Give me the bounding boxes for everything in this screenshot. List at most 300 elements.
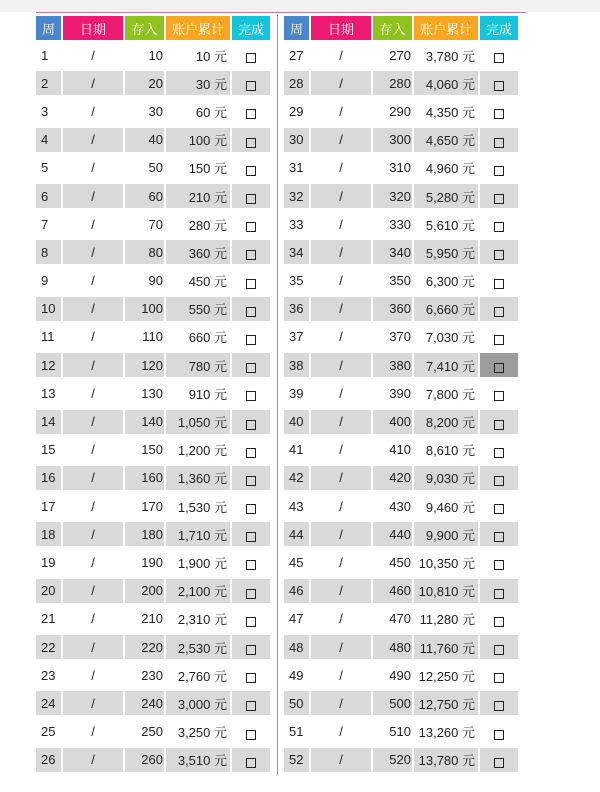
total-cell: 450 元 [188,274,227,290]
total-cell: 11,280 元 [419,612,475,628]
done-cell [232,720,270,744]
done-checkbox[interactable] [494,589,504,599]
date-cell: / [63,579,123,603]
date-cell: / [339,329,343,345]
deposit-cell: 110 [142,329,163,345]
table-row [36,548,270,576]
week-cell: 21 [41,611,56,627]
date-cell: / [63,353,123,377]
deposit-cell: 150 [141,442,163,458]
deposit-cell: 310 [389,160,411,176]
done-checkbox[interactable] [246,730,256,740]
total-cell: 10,810 元 [414,579,478,603]
table-row [36,379,270,407]
done-checkbox[interactable] [246,617,256,627]
done-cell [232,325,270,349]
done-cell [480,748,518,772]
done-cell [232,494,270,518]
week-cell: 47 [289,611,304,627]
done-cell [480,607,518,631]
table-row [284,661,518,689]
table-row [36,267,270,295]
table-row [284,182,518,210]
week-cell: 38 [284,353,309,377]
table-row [36,210,270,238]
deposit-cell: 270 [389,47,411,63]
date-cell: / [63,128,123,152]
header-total: 账户累计 [414,16,478,40]
week-cell: 39 [289,385,304,401]
week-cell: 42 [284,466,309,490]
week-cell: 2 [36,71,61,95]
week-cell: 16 [36,466,61,490]
done-checkbox[interactable] [246,391,256,401]
date-cell: / [63,240,123,264]
done-checkbox[interactable] [246,307,256,317]
table-row [36,436,270,464]
total-cell: 5,280 元 [414,184,478,208]
total-cell: 8,200 元 [414,410,478,434]
date-cell: / [311,128,371,152]
deposit-cell: 450 [389,554,411,570]
done-checkbox[interactable] [246,81,256,91]
table-row [284,492,518,520]
done-checkbox[interactable] [246,420,256,430]
done-checkbox[interactable] [494,53,504,63]
deposit-cell: 420 [373,466,412,490]
total-cell: 550 元 [166,297,230,321]
done-cell [232,607,270,631]
done-checkbox[interactable] [246,279,256,289]
date-cell: / [311,522,371,546]
done-checkbox[interactable] [494,335,504,345]
header-date: 日期 [63,16,123,40]
date-cell: / [91,554,95,570]
done-checkbox[interactable] [494,420,504,430]
table-row [36,520,270,548]
done-checkbox[interactable] [494,109,504,119]
total-cell: 4,960 元 [425,161,475,177]
top-band [0,0,600,12]
date-cell: / [63,184,123,208]
date-cell: / [91,160,95,176]
done-checkbox[interactable] [494,504,504,514]
weeks-table-left [36,15,270,774]
total-cell: 910 元 [188,386,227,402]
total-cell: 3,000 元 [166,691,230,715]
table-row [284,577,518,605]
done-checkbox[interactable] [246,589,256,599]
done-checkbox[interactable] [494,448,504,458]
week-cell: 25 [41,724,56,740]
total-cell: 9,030 元 [414,466,478,490]
date-cell: / [91,47,95,63]
deposit-cell: 430 [389,498,411,514]
done-checkbox[interactable] [494,222,504,232]
done-checkbox[interactable] [246,109,256,119]
total-cell: 11,760 元 [414,635,478,659]
date-cell: / [339,103,343,119]
date-cell: / [91,498,95,514]
date-cell: / [91,385,95,401]
total-cell: 660 元 [188,330,227,346]
done-cell [232,522,270,546]
done-cell [480,438,518,462]
date-cell: / [339,554,343,570]
done-cell [232,184,270,208]
done-checkbox[interactable] [494,194,504,204]
total-cell: 12,250 元 [418,668,475,684]
table-row [36,69,270,97]
date-cell: / [311,240,371,264]
week-cell: 20 [36,579,61,603]
total-cell: 1,900 元 [177,555,227,571]
done-checkbox[interactable] [246,448,256,458]
deposit-cell: 520 [373,748,412,772]
header-done: 完成 [480,16,518,40]
date-cell: / [311,184,371,208]
total-cell: 8,610 元 [425,443,475,459]
done-checkbox[interactable] [246,335,256,345]
date-cell: / [339,385,343,401]
week-cell: 28 [284,71,309,95]
table-row [284,548,518,576]
total-cell: 1,530 元 [177,499,227,515]
done-cell [232,466,270,490]
date-cell: / [311,297,371,321]
done-checkbox[interactable] [246,222,256,232]
week-cell: 35 [289,273,304,289]
deposit-cell: 170 [141,498,163,514]
table-row [284,407,518,435]
done-checkbox[interactable] [494,701,504,711]
deposit-cell: 90 [148,273,163,289]
total-cell: 7,800 元 [425,386,475,402]
week-cell: 8 [36,240,61,264]
week-cell: 26 [36,748,61,772]
total-cell: 6,660 元 [414,297,478,321]
done-cell [480,691,518,715]
done-checkbox[interactable] [494,532,504,542]
week-cell: 14 [36,410,61,434]
top-rule [36,12,526,13]
deposit-cell: 360 [373,297,412,321]
total-cell: 4,350 元 [425,104,475,120]
deposit-cell: 200 [125,579,164,603]
total-cell: 13,260 元 [418,725,475,741]
done-checkbox[interactable] [246,194,256,204]
date-cell: / [339,611,343,627]
date-cell: / [91,667,95,683]
deposit-cell: 120 [125,353,164,377]
table-row [284,351,518,379]
table-row [36,492,270,520]
week-cell: 4 [36,128,61,152]
date-cell: / [311,579,371,603]
date-cell: / [339,273,343,289]
total-cell: 3,510 元 [166,748,230,772]
deposit-cell: 10 [148,47,163,63]
table-row [284,267,518,295]
total-cell: 10,350 元 [418,555,475,571]
table-row [284,605,518,633]
week-cell: 43 [289,498,304,514]
total-cell: 10 元 [195,48,227,64]
table-row [36,351,270,379]
deposit-cell: 130 [141,385,163,401]
deposit-cell: 320 [373,184,412,208]
deposit-cell: 400 [373,410,412,434]
done-checkbox[interactable] [494,363,504,373]
total-cell: 210 元 [166,184,230,208]
deposit-cell: 220 [125,635,164,659]
total-cell: 2,530 元 [166,635,230,659]
done-checkbox[interactable] [246,138,256,148]
date-cell: / [63,71,123,95]
done-cell [480,99,518,123]
done-cell [480,297,518,321]
date-cell: / [311,635,371,659]
total-cell: 2,310 元 [177,612,227,628]
table-row [284,689,518,717]
table-row [284,238,518,266]
total-cell: 1,360 元 [166,466,230,490]
week-cell: 6 [36,184,61,208]
table-row [284,436,518,464]
date-cell: / [339,667,343,683]
total-cell: 3,780 元 [425,48,475,64]
done-cell [232,297,270,321]
total-cell: 4,650 元 [414,128,478,152]
week-cell: 24 [36,691,61,715]
week-cell: 32 [284,184,309,208]
deposit-cell: 290 [389,103,411,119]
total-cell: 7,410 元 [414,353,478,377]
total-cell: 7,030 元 [425,330,475,346]
table-row [284,323,518,351]
deposit-cell: 210 [141,611,163,627]
done-checkbox[interactable] [246,166,256,176]
total-cell: 100 元 [166,128,230,152]
done-checkbox[interactable] [494,476,504,486]
deposit-cell: 300 [373,128,412,152]
done-checkbox[interactable] [246,504,256,514]
week-cell: 33 [289,216,304,232]
deposit-cell: 350 [389,273,411,289]
deposit-cell: 140 [125,410,164,434]
week-cell: 31 [289,160,304,176]
deposit-cell: 50 [148,160,163,176]
done-checkbox[interactable] [246,363,256,373]
table-body-left [36,41,270,774]
done-cell [232,410,270,434]
done-cell [232,156,270,180]
table-row [36,154,270,182]
header-date: 日期 [311,16,371,40]
deposit-cell: 30 [148,103,163,119]
done-checkbox[interactable] [494,250,504,260]
week-cell: 51 [289,724,304,740]
done-checkbox[interactable] [246,673,256,683]
done-checkbox[interactable] [246,250,256,260]
deposit-cell: 470 [389,611,411,627]
week-cell: 5 [41,160,49,176]
date-cell: / [63,297,123,321]
week-cell: 19 [41,554,56,570]
table-row [36,41,270,69]
done-cell [480,325,518,349]
done-checkbox[interactable] [246,476,256,486]
done-cell [232,269,270,293]
table-row [284,97,518,125]
done-cell [480,128,518,152]
week-cell: 3 [41,103,49,119]
done-checkbox[interactable] [494,645,504,655]
date-cell: / [339,216,343,232]
deposit-cell: 100 [125,297,164,321]
deposit-cell: 20 [125,71,164,95]
deposit-cell: 160 [125,466,164,490]
done-checkbox[interactable] [494,560,504,570]
done-checkbox[interactable] [494,758,504,768]
date-cell: / [339,498,343,514]
total-cell: 5,610 元 [425,217,475,233]
done-cell [232,748,270,772]
done-cell [232,128,270,152]
table-row [36,97,270,125]
week-cell: 1 [41,47,49,63]
header-week: 周 [284,16,309,40]
done-checkbox[interactable] [246,758,256,768]
date-cell: / [311,410,371,434]
table-header-row [36,15,270,41]
done-cell [480,184,518,208]
week-cell: 45 [289,554,304,570]
week-cell: 34 [284,240,309,264]
week-cell: 40 [284,410,309,434]
column-divider [277,15,278,775]
date-cell: / [339,160,343,176]
table-row [36,577,270,605]
total-cell: 12,750 元 [414,691,478,715]
date-cell: / [91,103,95,119]
table-row [36,238,270,266]
date-cell: / [63,522,123,546]
done-cell [480,43,518,67]
week-cell: 48 [284,635,309,659]
done-checkbox[interactable] [494,81,504,91]
done-checkbox[interactable] [494,279,504,289]
done-checkbox[interactable] [494,166,504,176]
total-cell: 60 元 [195,104,227,120]
date-cell: / [311,353,371,377]
date-cell: / [339,724,343,740]
date-cell: / [311,71,371,95]
deposit-cell: 460 [373,579,412,603]
date-cell: / [91,724,95,740]
done-checkbox[interactable] [246,53,256,63]
deposit-cell: 240 [125,691,164,715]
deposit-cell: 510 [389,724,411,740]
total-cell: 1,710 元 [166,522,230,546]
done-checkbox[interactable] [246,701,256,711]
total-cell: 3,250 元 [177,725,227,741]
date-cell: / [311,691,371,715]
table-row [36,689,270,717]
deposit-cell: 260 [125,748,164,772]
week-cell: 18 [36,522,61,546]
deposit-cell: 230 [141,667,163,683]
done-cell [232,71,270,95]
deposit-cell: 380 [373,353,412,377]
table-row [36,407,270,435]
table-row [36,718,270,746]
done-checkbox[interactable] [494,673,504,683]
done-checkbox[interactable] [494,730,504,740]
total-cell: 4,060 元 [414,71,478,95]
done-cell [232,663,270,687]
deposit-cell: 280 [373,71,412,95]
deposit-cell: 40 [125,128,164,152]
week-cell: 50 [284,691,309,715]
done-cell [232,240,270,264]
date-cell: / [63,748,123,772]
table-row [36,182,270,210]
header-deposit: 存入 [373,16,412,40]
week-cell: 49 [289,667,304,683]
table-row [284,379,518,407]
done-checkbox[interactable] [494,391,504,401]
deposit-cell: 340 [373,240,412,264]
deposit-cell: 490 [389,667,411,683]
done-cell [232,353,270,377]
done-cell [480,579,518,603]
table-row [284,126,518,154]
total-cell: 9,460 元 [425,499,475,515]
table-row [284,295,518,323]
week-cell: 13 [41,385,56,401]
total-cell: 280 元 [188,217,227,233]
date-cell: / [63,466,123,490]
done-cell [232,635,270,659]
date-cell: / [63,635,123,659]
done-checkbox[interactable] [246,645,256,655]
week-cell: 46 [284,579,309,603]
table-row [284,210,518,238]
done-cell [480,410,518,434]
done-checkbox[interactable] [494,307,504,317]
total-cell: 30 元 [166,71,230,95]
done-checkbox[interactable] [494,138,504,148]
done-cell [480,466,518,490]
done-cell [232,438,270,462]
done-cell [232,99,270,123]
deposit-cell: 440 [373,522,412,546]
week-cell: 44 [284,522,309,546]
done-cell [232,691,270,715]
total-cell: 150 元 [188,161,227,177]
done-checkbox[interactable] [494,617,504,627]
week-cell: 29 [289,103,304,119]
table-row [284,69,518,97]
savings-plan-page [36,15,528,785]
done-checkbox[interactable] [246,532,256,542]
done-checkbox[interactable] [246,560,256,570]
week-cell: 10 [36,297,61,321]
table-row [36,295,270,323]
deposit-cell: 390 [389,385,411,401]
table-row [284,154,518,182]
